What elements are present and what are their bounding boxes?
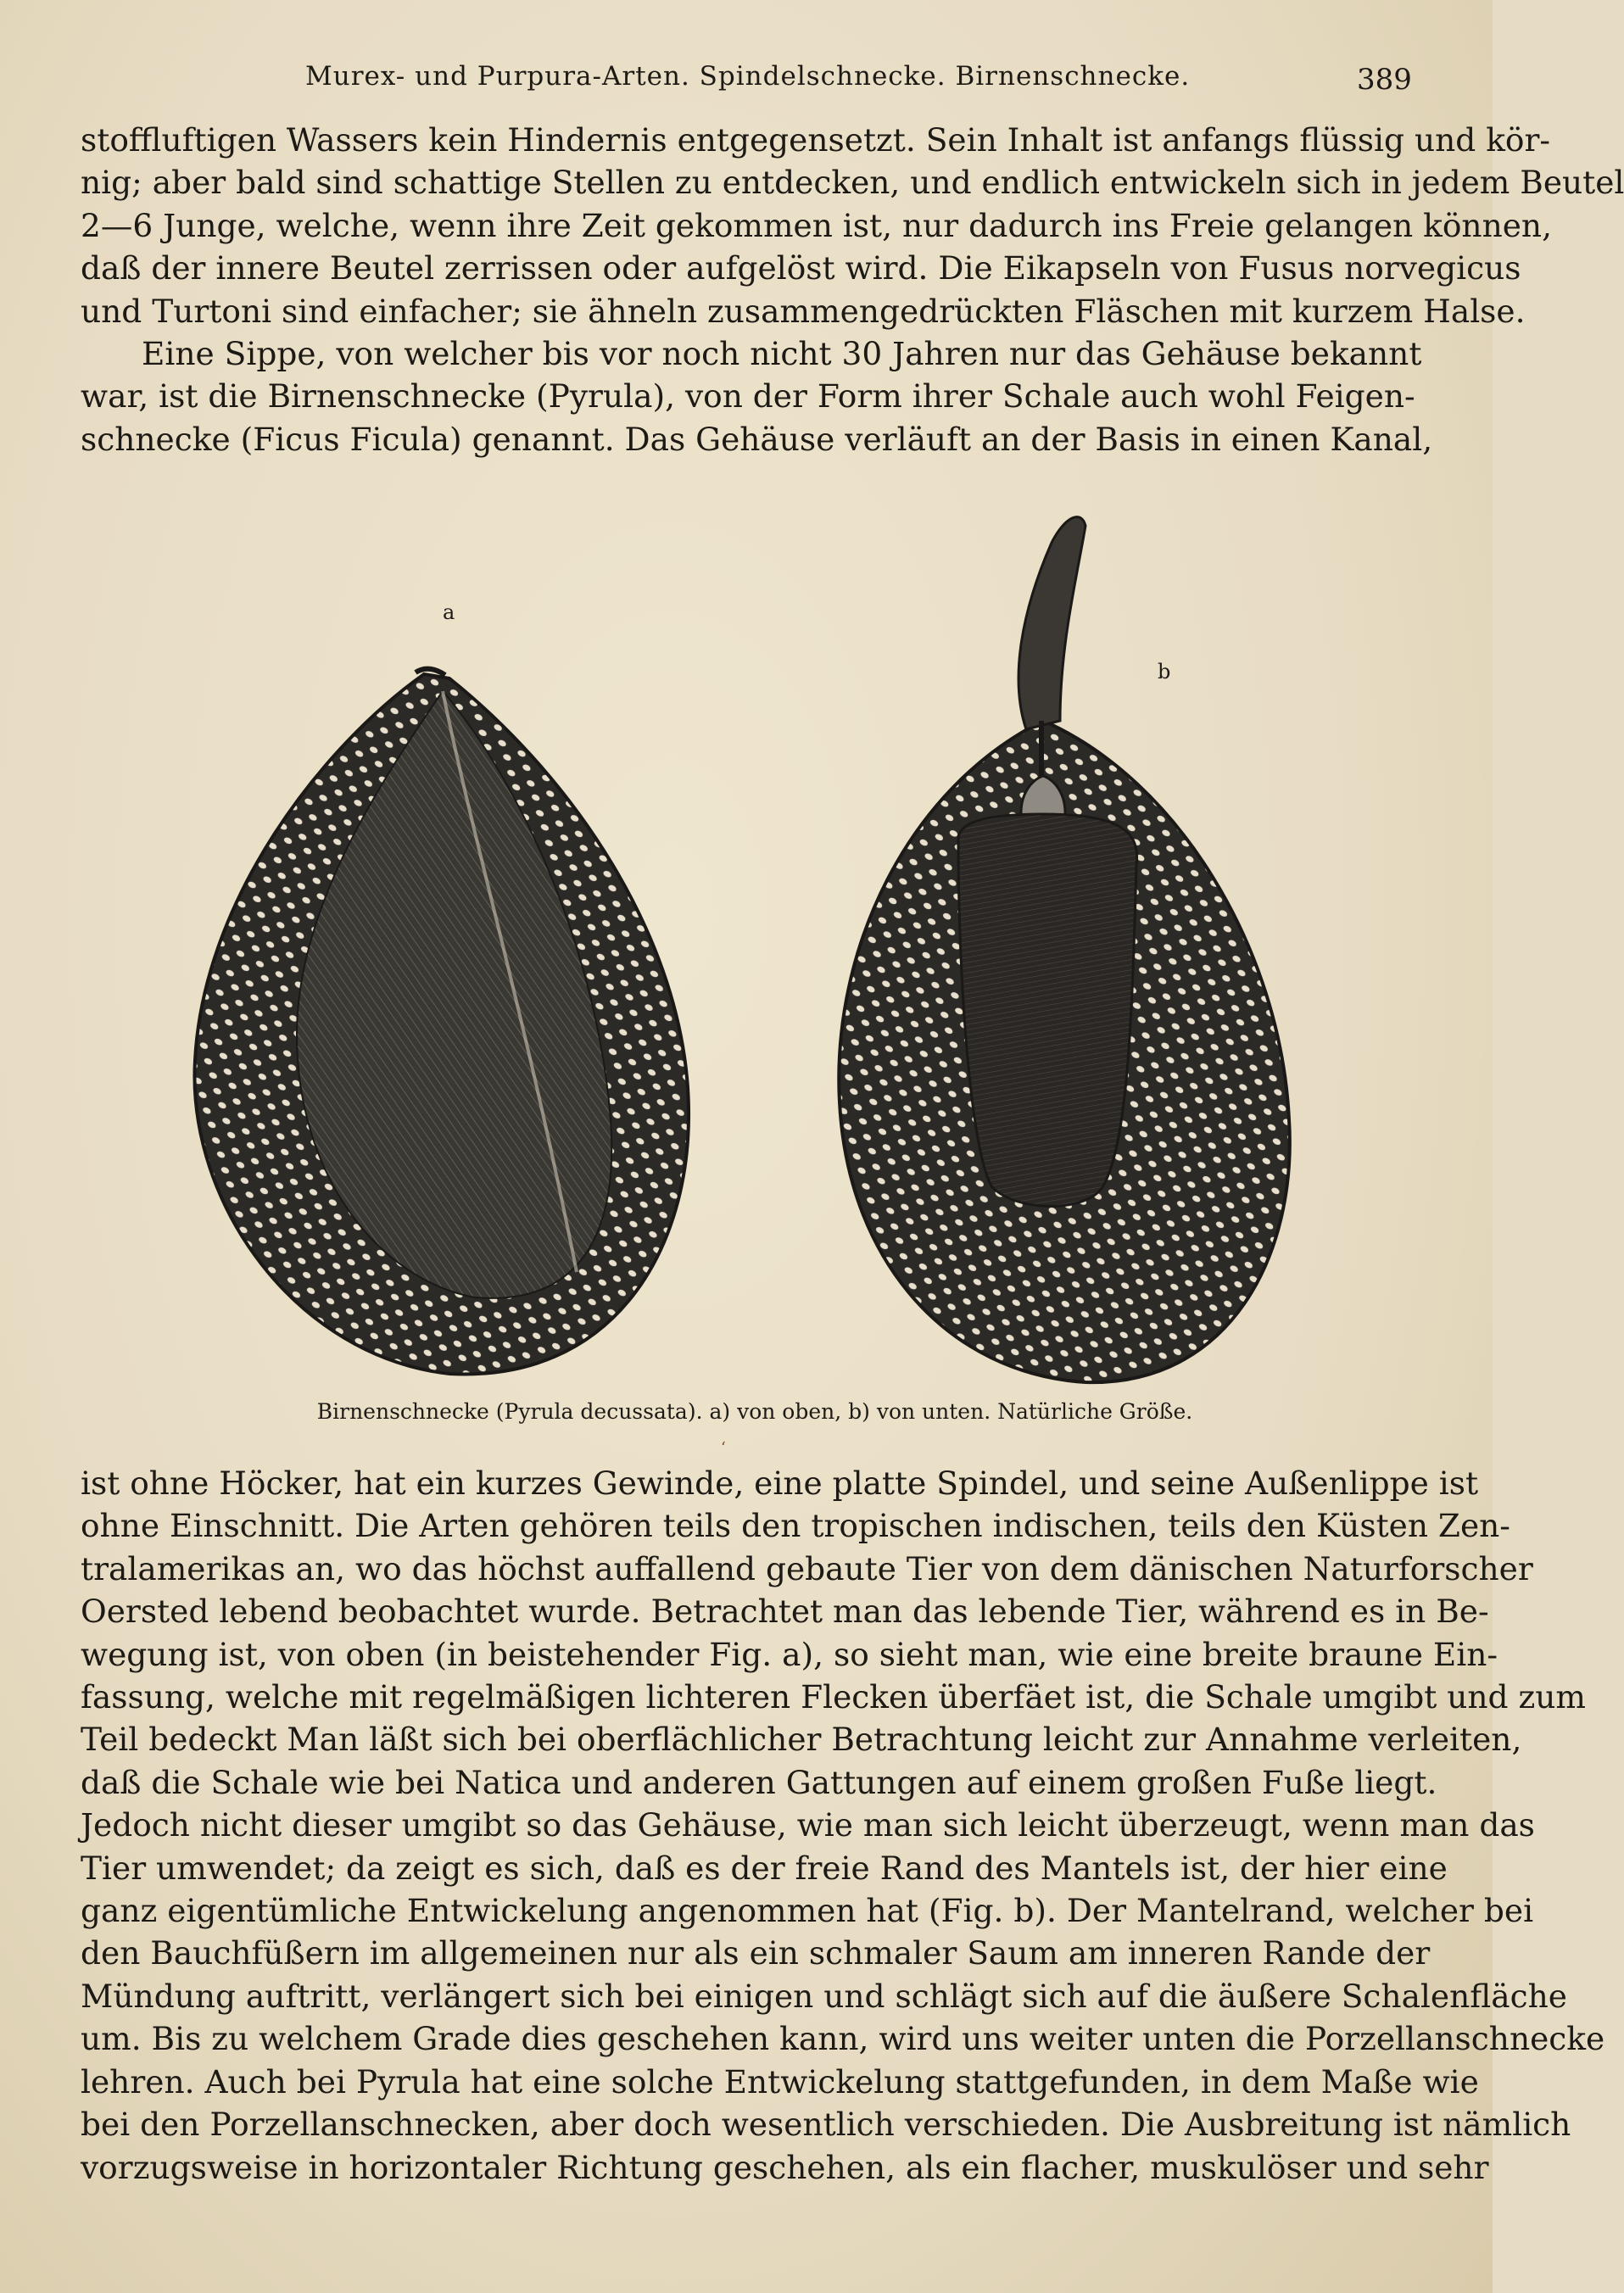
text-line: bei den Porzellanschnecken, aber doch wesentlich verschieden. Die Ausbreitung ist nämlich (81, 2106, 1571, 2144)
text-line: Mündung auftritt, verlängert sich bei einigen und schlägt sich auf die äußere Schalenfläche (81, 1977, 1567, 2015)
text-line: Teil bedeckt Man läßt sich bei oberflächlicher Betrachtung leicht zur Annahme verleiten, (81, 1721, 1522, 1759)
ink-mark: ʻ (721, 1439, 726, 1457)
figure-label-a: a (443, 600, 455, 624)
text-line: war, ist die Birnenschnecke (Pyrula), von der Form ihrer Schale auch wohl Feigen- (81, 377, 1415, 416)
text-line: nig; aber bald sind schattige Stellen zu entdecken, und endlich entwickeln sich in jedem Beutel (81, 164, 1624, 202)
text-line: tralamerikas an, wo das höchst auffallend gebaute Tier von dem dänischen Naturforscher (81, 1549, 1533, 1587)
text-line: vorzugsweise in horizontaler Richtung geschehen, als ein flacher, muskulöser und sehr (81, 2148, 1489, 2186)
text-line: wegung ist, von oben (in beistehender Fig. a), so sieht man, wie eine breite braune Ein- (81, 1635, 1498, 1673)
figure-caption: Birnenschnecke (Pyrula decussata). a) von oben, b) von unten. Natürliche Größe. (316, 1399, 1193, 1424)
text-line: Jedoch nicht dieser umgibt so das Gehäuse, wie man sich leicht überzeugt, wenn man das (81, 1806, 1535, 1844)
text-block-top (81, 119, 1624, 460)
text-line: ohne Einschnitt. Die Arten gehören teils den tropischen indischen, teils den Küsten Zen- (81, 1507, 1510, 1545)
running-head: Murex- und Purpura-Arten. Spindelschnecke. Birnenschnecke. (305, 61, 1191, 92)
text-line: lehren. Auch bei Pyrula hat eine solche Entwickelung stattgefunden, in dem Maße wie (81, 2062, 1479, 2101)
engraving-svg (170, 509, 1323, 1391)
text-line: Tier umwendet; da zeigt es sich, daß es der freie Rand des Mantels ist, der hier eine (81, 1849, 1448, 1887)
text-block-bottom (81, 1462, 1605, 2189)
text-line: stoffluftigen Wassers kein Hindernis entgegensetzt. Sein Inhalt ist anfangs flüssig und kör- (81, 121, 1551, 159)
text-line: und Turtoni sind einfacher; sie ähneln zusammengedrückten Fläschen mit kurzem Halse. (81, 292, 1526, 330)
text-line: daß der innere Beutel zerrissen oder aufgelöst wird. Die Eikapseln von Fusus norvegicus (81, 249, 1521, 287)
text-line: den Bauchfüßern im allgemeinen nur als ein schmaler Saum am inneren Rande der (81, 1934, 1431, 1972)
text-line: Oersted lebend beobachtet wurde. Betrachtet man das lebende Tier, während es in Be- (81, 1593, 1489, 1631)
text-line: daß die Schale wie bei Natica und anderen Gattungen auf einem großen Fuße liegt. (81, 1763, 1437, 1801)
figure-b-shell (839, 517, 1290, 1383)
text-line: fassung, welche mit regelmäßigen lichteren Flecken überfäet ist, die Schale umgibt und zum (81, 1678, 1586, 1716)
text-line: 2—6 Junge, welche, wenn ihre Zeit gekommen ist, nur dadurch ins Freie gelangen können, (81, 206, 1552, 244)
page-number: 389 (1357, 63, 1412, 97)
shell-illustration (170, 509, 1323, 1391)
text-line: ganz eigentümliche Entwickelung angenommen hat (Fig. b). Der Mantelrand, welcher bei (81, 1892, 1534, 1930)
figure-label-b: b (1158, 660, 1171, 683)
text-line: Eine Sippe, von welcher bis vor noch nicht 30 Jahren nur das Gehäuse bekannt (142, 335, 1422, 373)
figure-a-shell (194, 669, 689, 1375)
text-line: ist ohne Höcker, hat ein kurzes Gewinde, eine platte Spindel, und seine Außenlippe ist (81, 1465, 1479, 1502)
text-line: um. Bis zu welchem Grade dies geschehen kann, wird uns weiter unten die Porzellanschnecke (81, 2020, 1605, 2058)
text-line: schnecke (Ficus Ficula) genannt. Das Gehäuse verläuft an der Basis in einen Kanal, (81, 420, 1433, 458)
